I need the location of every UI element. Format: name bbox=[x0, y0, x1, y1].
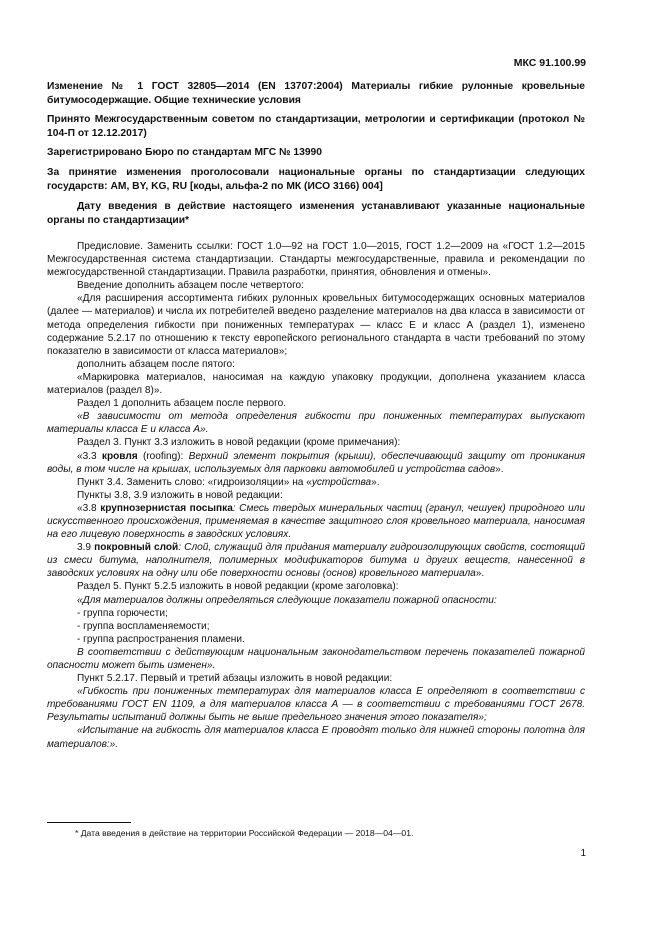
paragraph: В соответствии с действующим национальным законодательством перечень показателей пожарной опасности может быть изменен». bbox=[47, 646, 585, 671]
paragraph: «Гибкость при пониженных температурах для материалов класса Е определяют в соответствии с требованиями ГОСТ EN 1109, а для материалов класса А — в соответствии с требованиями ГОСТ 2678. Результаты испытаний должны быть не выше предельного значения этого показателя»; bbox=[47, 686, 585, 724]
paragraph: «Для расширения ассортимента гибких рулонных кровельных битумосодержащих основных материалов (далее — материалов) и числа их потребителей введено разделение материалов на два класса в зависимости от метода определения гибкости при пониженных температурах — класс Е и класс А (раздел 1), изменено содержание 5.2.17 по отношению к тексту европейского регионального стандарта в части требований по этому показателю в зависимости от класса материалов»; bbox=[47, 293, 585, 357]
paragraph: «Испытание на гибкость для материалов класса Е проводят только для нижней стороны полотна для материалов:». bbox=[47, 725, 585, 750]
term-english: (roofing): bbox=[137, 450, 189, 462]
definition-3-3 bbox=[47, 450, 585, 476]
paragraph: «Маркировка материалов, наносимая на каждую упаковку продукции, дополнена указанием класса материалов (раздел 8)». bbox=[47, 371, 585, 397]
list-item: - группа распространения пламени. bbox=[77, 633, 245, 645]
paragraph: Пункт 5.2.17. Первый и третий абзацы изложить в новой редакции: bbox=[77, 673, 393, 685]
paragraph: Введение дополнить абзацем после четвертого: bbox=[77, 280, 304, 292]
definition-text: Верхний элемент покрытия (крыши), обеспечивающий защиту от проникания воды, в том числе на крышах, используемых для парковки автомобилей и устройства садов bbox=[47, 450, 586, 475]
term: кровля bbox=[101, 450, 138, 462]
registration-statement: Зарегистрировано Бюро по стандартам МГС № 13990 bbox=[47, 147, 323, 158]
term: крупнозернистая посыпка bbox=[100, 502, 233, 514]
replacement-word: устройства bbox=[311, 476, 372, 488]
paragraph: Раздел 1 дополнить абзацем после первого. bbox=[77, 398, 287, 410]
paragraph: «Для материалов должны определяться следующие показатели пожарной опасности: bbox=[77, 594, 497, 606]
classification-code: МКС 91.100.99 bbox=[513, 57, 586, 69]
term: покровный слой bbox=[94, 542, 179, 554]
intro-date-statement: Дату введения в действие настоящего изменения устанавливают указанные национальные органы по стандартизации* bbox=[47, 201, 585, 226]
list-item: - группа горючести; bbox=[77, 607, 168, 619]
closing-quote: ». bbox=[475, 568, 485, 580]
closing-quote: ». bbox=[495, 463, 504, 475]
paragraph: Раздел 5. Пункт 5.2.5 изложить в новой редакции (кроме заголовка): bbox=[77, 581, 399, 593]
amendment-title: Изменение № 1 ГОСТ 32805—2014 (EN 13707:2004) Материалы гибкие рулонные кровельные битумосодержащие. Общие технические условия bbox=[47, 81, 585, 106]
definition-3-9 bbox=[47, 541, 585, 580]
list-item: - группа воспламеняемости; bbox=[77, 620, 210, 632]
definition-3-8 bbox=[47, 502, 585, 541]
definition-text: : Слой, служащий для придания материалу гидроизолирующих свойств, состоящий из смеси битума, наполнителя, полимерных модификаторов битума и других веществ, нанесенной в заводских условиях на одну или обе поверхности основы (основ) кровельного материала bbox=[47, 542, 585, 580]
paragraph: Предисловие. Заменить ссылки: ГОСТ 1.0—92 на ГОСТ 1.0—2015, ГОСТ 1.2—2009 на «ГОСТ 1.2—2015 Межгосударственная система стандартизации. Стандарты межгосударственные, правила и рекомендации по межгосударственной стандартизации. Правила разработки, принятия, обновления и отмены». bbox=[47, 241, 585, 279]
page-number: 1 bbox=[580, 848, 586, 859]
footnote-divider bbox=[47, 822, 131, 823]
text-part: ». bbox=[371, 476, 380, 488]
clause-number: 3.9 bbox=[77, 542, 95, 554]
definition-text: : Смесь твердых минеральных частиц (гранул, чешуек) природного или искусственного происхождения, применяемая в качестве защитного слоя кровельного материала, наносимая на его лицевую поверхность в заводских условиях. bbox=[47, 502, 585, 541]
text-part: Пункт 3.4. Заменить слово: «гидроизоляции» на « bbox=[77, 476, 312, 488]
amendment-body bbox=[47, 240, 585, 751]
paragraph: дополнить абзацем после пятого: bbox=[77, 358, 235, 370]
paragraph: «В зависимости от метода определения гибкости при пониженных температурах выпускают материалы класса Е и класса А». bbox=[47, 411, 585, 436]
clause-number: «3.8 bbox=[77, 502, 101, 514]
adopted-statement: Принято Межгосударственным советом по стандартизации, метрологии и сертификации (протокол № 104-П от 12.12.2017) bbox=[47, 114, 585, 139]
footnote: * Дата введения в действие на территории Российской Федерации — 2018—04—01. bbox=[75, 828, 414, 838]
paragraph bbox=[47, 476, 585, 489]
paragraph: Раздел 3. Пункт 3.3 изложить в новой редакции (кроме примечания): bbox=[77, 437, 401, 449]
paragraph: Пункты 3.8, 3.9 изложить в новой редакции: bbox=[77, 489, 283, 501]
clause-number: «3.3 bbox=[77, 450, 102, 462]
voting-statement: За принятие изменения проголосовали национальные органы по стандартизации следующих государств: AM, BY, KG, RU [коды, альфа-2 по МК (ИСО 3166) 004] bbox=[47, 167, 585, 192]
